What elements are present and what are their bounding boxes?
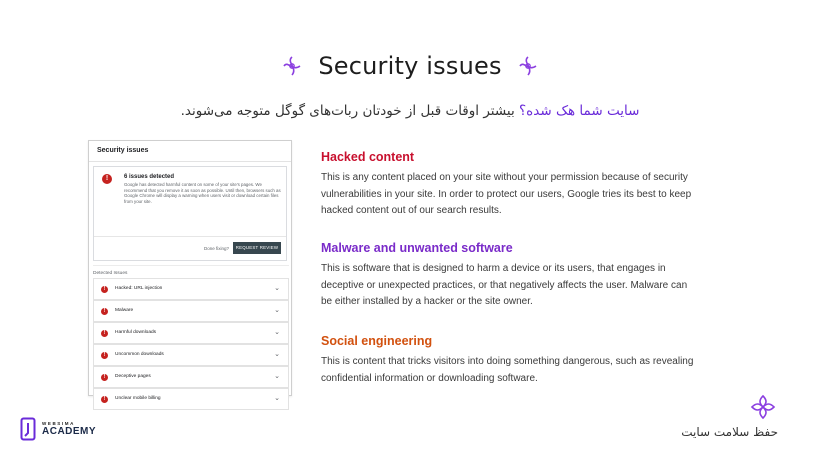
section-hacked-content [321, 150, 701, 220]
section-body: This is content that tricks visitors into doing something dangerous, such as revealing confidential information or downloading software. [321, 356, 694, 384]
issue-row-unclear-mobile-billing[interactable] [93, 388, 289, 410]
websima-logo-icon [20, 417, 36, 441]
error-icon: ! [101, 374, 108, 381]
issue-row-deceptive-pages[interactable] [93, 366, 289, 388]
issue-label: Deceptive pages [115, 374, 151, 379]
chevron-down-icon[interactable]: ⌄ [274, 395, 280, 402]
issue-row-uncommon-downloads[interactable] [93, 344, 289, 366]
error-icon: ! [101, 352, 108, 359]
request-review-button[interactable]: REQUEST REVIEW [233, 242, 281, 254]
alert-text: Google has detected harmful content on some of your site's pages. We recommend that you remove it as soon as possible. Until then, browsers such as Google Chrome will display a warning when users visit or download certain files from your site. [124, 182, 281, 204]
error-icon: ! [101, 286, 108, 293]
subtitle [0, 103, 820, 119]
section-social-engineering [321, 334, 701, 387]
issue-label: Uncommon downloads [115, 352, 164, 357]
section-heading: Hacked content [321, 150, 415, 164]
issue-row-hacked-url-injection[interactable] [93, 278, 289, 300]
section-heading: Social engineering [321, 334, 433, 348]
chevron-down-icon[interactable]: ⌄ [274, 351, 280, 358]
section-body: This is any content placed on your site without your permission because of security vulnerabilities in your site. In order to protect our users, Google tries its best to keep hacked content out of our search results. [321, 172, 692, 216]
footer-caption: حفظ سلامت سایت [681, 425, 778, 439]
issue-row-malware[interactable] [93, 300, 289, 322]
alert-title: 6 issues detected [124, 174, 175, 180]
chevron-down-icon[interactable]: ⌄ [274, 307, 280, 314]
error-icon: ! [102, 174, 112, 184]
title-row [0, 52, 820, 80]
chevron-down-icon[interactable]: ⌄ [274, 285, 280, 292]
section-heading: Malware and unwanted software [321, 241, 513, 255]
subtitle-highlight: سایت شما هک شده؟ [519, 103, 640, 119]
websima-academy-logo [20, 417, 96, 441]
purple-knot-icon [280, 54, 304, 78]
issue-label: Malware [115, 308, 134, 313]
alert-box [93, 166, 287, 261]
card-title: Security issues [89, 141, 291, 162]
logo-small-text: WEBSIMA [42, 421, 75, 426]
section-body: This is software that is designed to harm a device or its users, that engages in deceptive or unexpected practices, or that negatively affects the user. Malware can be either installed by a hacker or the site owner. [321, 263, 688, 307]
chevron-down-icon[interactable]: ⌄ [274, 373, 280, 380]
issue-row-harmful-downloads[interactable] [93, 322, 289, 344]
alert-footer [94, 236, 286, 260]
issue-label: Harmful downloads [115, 330, 157, 335]
error-icon: ! [101, 396, 108, 403]
logo-big-text: ACADEMY [42, 426, 97, 437]
section-malware [321, 241, 701, 311]
purple-flower-icon [750, 394, 776, 420]
chevron-down-icon[interactable]: ⌄ [274, 329, 280, 336]
done-fixing-label: Done fixing? [203, 246, 229, 251]
security-issues-card [88, 140, 292, 402]
purple-knot-icon [516, 54, 540, 78]
issue-label: Unclear mobile billing [115, 396, 161, 401]
error-icon: ! [101, 308, 108, 315]
subtitle-rest: بیشتر اوقات قبل از خودتان ربات‌های گوگل متوجه می‌شوند. [180, 103, 520, 119]
error-icon: ! [101, 330, 108, 337]
page-title: Security issues [318, 52, 502, 80]
detected-issues-label: Detected Issues [93, 265, 289, 276]
issue-label: Hacked: URL injection [115, 286, 163, 291]
